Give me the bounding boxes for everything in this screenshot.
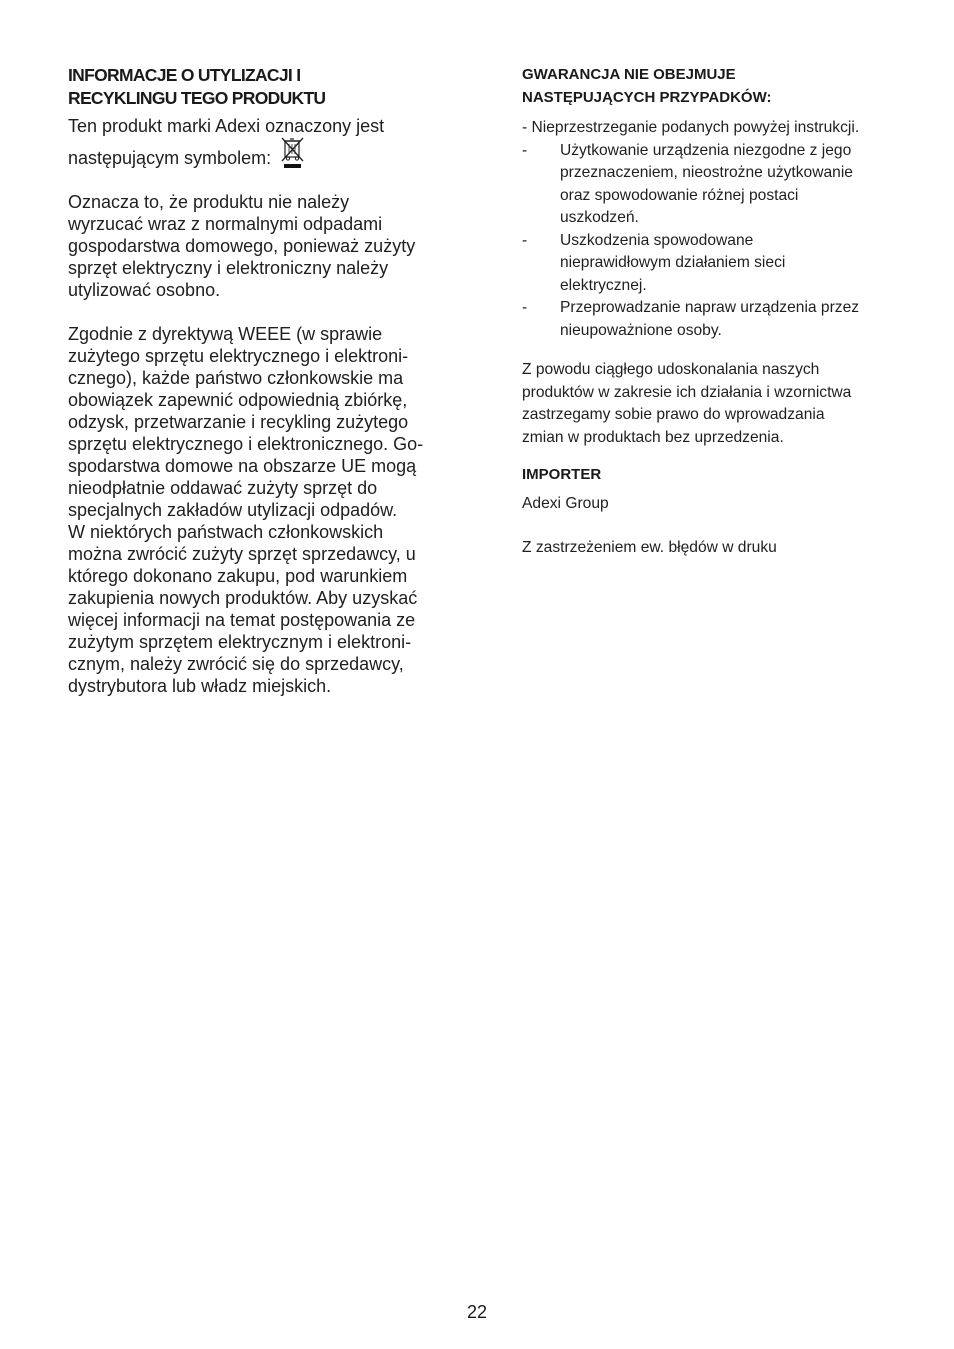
intro-line: następującym symbolem: — [68, 148, 272, 168]
importer-name: Adexi Group — [522, 494, 609, 512]
paragraph-line: którego dokonano zakupu, pod warunkiem — [68, 566, 408, 586]
item-line: Użytkowanie urządzenia niezgodne z jego — [560, 141, 852, 159]
paragraph-line: obowiązek zapewnić odpowiednią zbiórkę, — [68, 390, 408, 410]
warranty-first-item: - Nieprzestrzeganie podanych powyżej instrukcji. — [522, 119, 860, 136]
paragraph-line: cznego), każde państwo członkowskie ma — [68, 368, 404, 388]
paragraph-line: specjalnych zakładów utylizacji odpadów. — [68, 500, 398, 520]
paragraph-line: można zwrócić zużyty sprzęt sprzedawcy, u — [68, 544, 416, 564]
product-changes-notice — [522, 359, 917, 449]
warranty-exclusion-item — [522, 140, 917, 230]
paragraph-line: sprzęt elektryczny i elektroniczny należy — [68, 258, 389, 278]
paragraph-line: odzysk, przetwarzanie i recykling zużytego — [68, 412, 409, 432]
paragraph-line: Zgodnie z dyrektywą WEEE (w sprawie — [68, 324, 383, 344]
paragraph-line: nieodpłatnie oddawać zużyty sprzęt do — [68, 478, 378, 498]
notice-line: Z powodu ciągłego udoskonalania naszych — [522, 361, 820, 378]
paragraph-line: spodarstwa domowe na obszarze UE mogą — [68, 456, 417, 476]
notice-line: zastrzegamy sobie prawo do wprowadzania — [522, 406, 825, 423]
weee-directive-paragraph — [68, 323, 463, 697]
intro-paragraph — [68, 115, 463, 169]
disposal-heading-line: INFORMACJE O UTYLIZACJI I — [68, 65, 301, 85]
paragraph-line: zużytego sprzętu elektrycznego i elektroni- — [68, 346, 409, 366]
paragraph-line: wyrzucać wraz z normalnymi odpadami — [68, 214, 383, 234]
item-line: elektrycznej. — [560, 276, 647, 294]
disposal-paragraph — [68, 191, 463, 301]
warranty-exclusion-item — [522, 230, 917, 298]
paragraph-line: zużytym sprzętem elektrycznym i elektroni- — [68, 632, 412, 652]
paragraph-line: utylizować osobno. — [68, 280, 221, 300]
warranty-heading-line: GWARANCJA NIE OBEJMUJE — [522, 66, 736, 83]
item-line: Uszkodzenia spowodowane — [560, 231, 754, 249]
dash-marker: - — [522, 141, 528, 159]
disposal-heading-line: RECYKLINGU TEGO PRODUKTU — [68, 88, 326, 108]
dash-marker: - — [522, 299, 528, 316]
paragraph-line: zakupienia nowych produktów. Aby uzyskać — [68, 588, 418, 608]
paragraph-line: dystrybutora lub władz miejskich. — [68, 676, 332, 696]
item-line: oraz spowodowanie różnej postaci — [560, 186, 799, 204]
notice-line: zmian w produktach bez uprzedzenia. — [522, 428, 784, 446]
warranty-heading-line: NASTĘPUJĄCYCH PRZYPADKÓW: — [522, 88, 772, 106]
item-line: nieprawidłowym działaniem sieci — [560, 254, 786, 271]
dash-marker: - — [522, 231, 528, 249]
notice-line: produktów w zakresie ich działania i wzornictwa — [522, 383, 852, 401]
intro-line: Ten produkt marki Adexi oznaczony jest — [68, 116, 385, 136]
crossed-out-wheelie-bin-icon — [281, 137, 305, 169]
item-line: nieupoważnione osoby. — [560, 321, 722, 339]
paragraph-line: sprzętu elektrycznego i elektronicznego. Go- — [68, 434, 424, 454]
paragraph-line: cznym, należy zwrócić się do sprzedawcy, — [68, 654, 404, 674]
warranty-exclusion-item — [522, 297, 917, 342]
page-number: 22 — [466, 1302, 488, 1322]
right-column — [522, 64, 917, 560]
paragraph-line: W niektórych państwach członkowskich — [68, 522, 384, 542]
importer-heading: IMPORTER — [522, 466, 602, 483]
item-line: przeznaczeniem, nieostrożne użytkowanie — [560, 164, 853, 181]
left-column — [68, 64, 463, 697]
disposal-heading — [68, 64, 463, 110]
warranty-heading — [522, 64, 917, 109]
item-line: Przeprowadzanie napraw urządzenia przez — [560, 299, 860, 316]
item-line: uszkodzeń. — [560, 209, 639, 226]
paragraph-line: więcej informacji na temat postępowania ze — [68, 610, 416, 630]
print-errors-disclaimer: Z zastrzeżeniem ew. błędów w druku — [522, 539, 777, 556]
paragraph-line: Oznacza to, że produktu nie należy — [68, 192, 350, 212]
paragraph-line: gospodarstwa domowego, ponieważ zużyty — [68, 236, 416, 256]
